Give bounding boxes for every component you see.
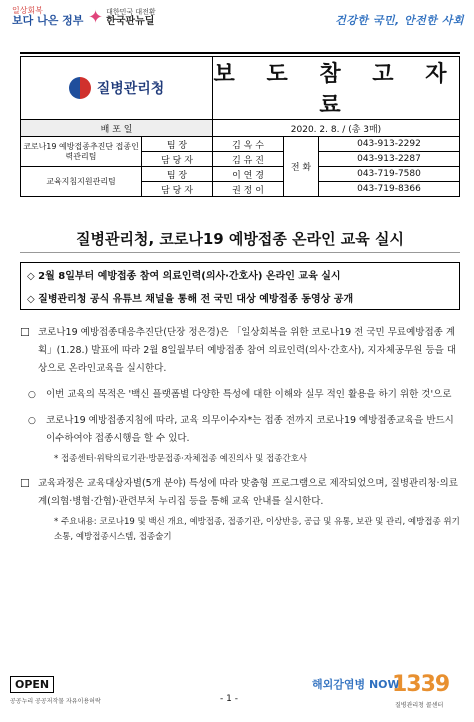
article-body (20, 324, 460, 553)
slogan: 건강한 국민, 안전한 사회 (335, 14, 464, 27)
new-deal-main: 한국판뉴딜 (106, 16, 155, 27)
footnote: * 접종센터·위탁의료기관·방문접종·자체접종 예진의사 및 접종간호사 (54, 454, 308, 464)
contact-phone: 043-719-8366 (319, 182, 460, 197)
top-banner (0, 0, 474, 46)
sub-paragraph (20, 412, 460, 448)
circle-bullet-icon: ○ (28, 390, 36, 400)
contact-phone: 043-719-7580 (319, 167, 460, 182)
hotline-logo: 1339 (392, 672, 450, 697)
sub-paragraph (20, 386, 460, 404)
kdca-emblem-icon (69, 77, 91, 99)
paragraph (20, 475, 460, 511)
divider (20, 52, 460, 54)
contact-role: 담 당 자 (142, 152, 213, 167)
contact-name: 김 옥 수 (213, 137, 284, 152)
campaign-logo: 해외감염병 NOW (312, 678, 400, 691)
contact-name: 이 연 경 (213, 167, 284, 182)
summary-item: ◇ 질병관리청 공식 유튜브 채널을 통해 전 국민 대상 예방접종 동영상 공개 (27, 294, 354, 305)
government-logo (12, 6, 83, 26)
agency-name: 질병관리청 (96, 81, 165, 97)
footer (0, 670, 474, 722)
new-deal-sub: 대한민국 대전환 (106, 8, 156, 16)
contact-role: 팀 장 (142, 137, 213, 152)
contact-phone: 043-913-2287 (319, 152, 460, 167)
dept-1: 코로나19 예방접종추진단 접종인력관리팀 (21, 137, 142, 167)
paragraph-text: 교육과정은 교육대상자별(5개 분야) 특성에 따라 맞춤형 프로그램으로 제작되었으며, 질병관리청·의료계(의협·병협·간협)·관련부처 누리집 등을 통해 교육 안내를 실시한다. (38, 478, 458, 507)
phone-label: 전 화 (284, 137, 319, 197)
logo-main-text: 보다 나은 정부 (12, 14, 84, 27)
dept-2: 교육지침지원관리팀 (21, 167, 142, 197)
agency-logo (21, 67, 212, 109)
open-license-badge: OPEN (10, 676, 54, 693)
new-deal-icon: ✦ (88, 6, 104, 28)
contact-phone: 043-913-2292 (319, 137, 460, 152)
circle-bullet-icon: ○ (28, 416, 36, 426)
press-header-table (20, 56, 460, 197)
hotline-sub: 질병관리청 콜센터 (395, 702, 444, 709)
checkbox-bullet-icon: ☐ (20, 326, 30, 339)
contact-role: 팀 장 (142, 167, 213, 182)
contact-name: 김 유 진 (213, 152, 284, 167)
dist-label: 배 포 일 (21, 120, 213, 137)
sub-paragraph-text: 이번 교육의 목적은 '백신 플랫폼별 다양한 특성에 대한 이해와 실무 적인 활용을 하기 위한 것'으로 (46, 389, 452, 400)
article-title: 질병관리청, 코로나19 예방접종 온라인 교육 실시 (76, 230, 404, 248)
press-title: 보 도 참 고 자 료 (213, 62, 459, 118)
footnote: * 주요내용: 코로나19 및 백신 개요, 예방접종, 접종기관, 이상반응, 공급 및 유통, 보관 및 관리, 예방접종 위기소통, 예방접종시스템, 접종술기 (54, 517, 460, 542)
logo-small-text: 일상회복 (12, 6, 43, 15)
paragraph-text: 코로나19 예방접종대응추진단(단장 정은경)은 「일상회복을 위한 코로나19 전 국민 무료예방접종 계획」(1.28.) 발표에 따라 2월 8일월부터 예방접종 참여 의료인력(의사·간호사), 지자체공무원 등을 대상으로 온라인교육을 실시한다. (38, 327, 457, 374)
sub-paragraph-text: 코로나19 예방접종지침에 따라, 교육 의무이수자*는 접종 전까지 코로나19 예방접종교육을 반드시 이수하여야 접종시행을 할 수 있다. (46, 415, 454, 444)
dist-value: 2020. 2. 8. / (총 3매) (213, 120, 460, 137)
contact-name: 권 정 이 (213, 182, 284, 197)
summary-item: ◇ 2월 8일부터 예방접종 참여 의료인력(의사·간호사) 온라인 교육 실시 (27, 271, 341, 282)
summary-box (20, 262, 460, 310)
open-license-text: 공공누리 공공저작물 자유이용허락 (10, 698, 101, 705)
paragraph (20, 324, 460, 378)
title-divider (20, 252, 460, 253)
contact-role: 담 당 자 (142, 182, 213, 197)
new-deal-logo (88, 8, 156, 27)
checkbox-bullet-icon: ☐ (20, 477, 30, 490)
page-number: - 1 - (220, 694, 238, 704)
